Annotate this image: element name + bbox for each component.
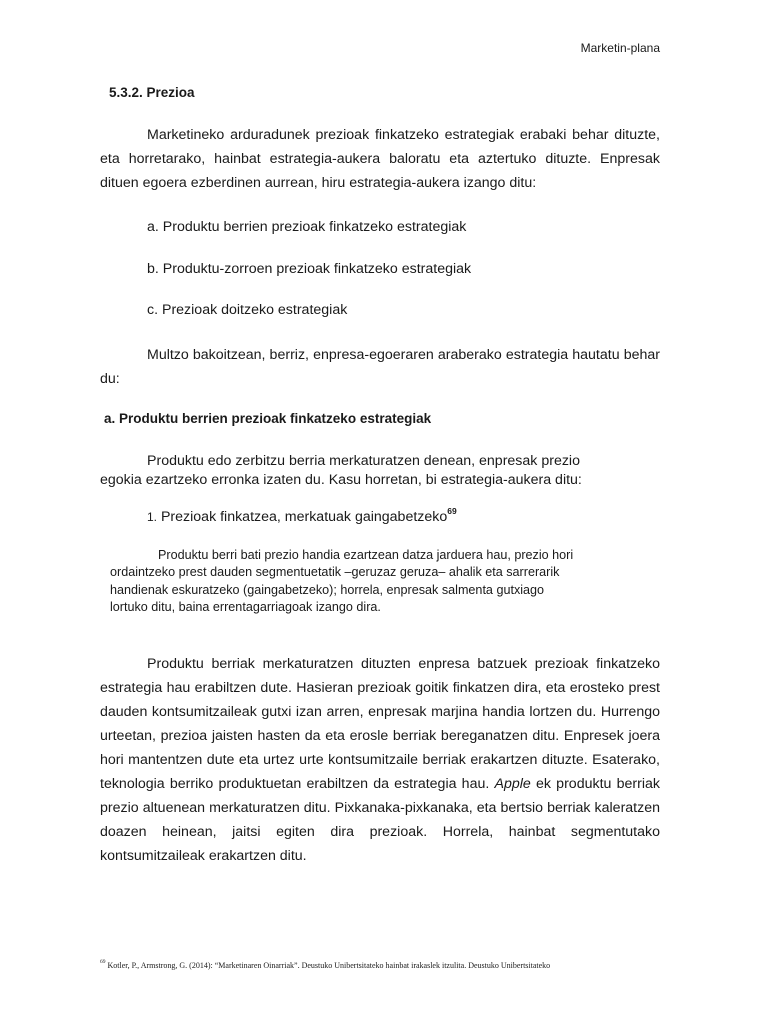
- body-text-before: Produktu berriak merkaturatzen dituzten enpresa batzuek prezioak finkatzeko estrategia hau erabiltzen dute. Hasieran prezioak goitik finkatzen dira, eta erosteko prest dauden kontsumitzaileak gutxi izan arren, enpresak marjina handia lortzen du. Hurrengo urteetan, prezioa jaisten hasten da eta erosle berriak bereganatzen ditu. Enpresek joera hori mantentzen dute eta urtez urte kontsumitzaile berriak erakartzen dituzte. Esaterako, teknologia berriko produktuetan erabiltzen da estrategia hau.: [100, 656, 660, 792]
- section-heading: 5.3.2. Prezioa: [109, 85, 195, 100]
- quote-line-3: handienak eskuratzeko (gaingabetzeko); horrela, enpresak salmenta gutxiago: [110, 582, 545, 597]
- footnote-reference: 69: [447, 506, 457, 516]
- strategy-item: [147, 506, 457, 525]
- quote-line-1: Produktu berri bati prezio handia ezartzean datza jarduera hau, prezio hori: [158, 548, 574, 562]
- option-c: c. Prezioak doitzeko estrategiak: [147, 302, 348, 318]
- option-b: b. Produktu-zorroen prezioak finkatzeko estrategiak: [147, 261, 472, 277]
- intro-paragraph: Marketineko arduradunek prezioak finkatzeko estrategiak erabaki behar dituzte, eta horretarako, hainbat estrategia-aukera baloratu eta aztertuko dituzte. Enpresak dituen egoera ezberdinen aurrean, hiru estrategia-aukera izango ditu:: [100, 127, 660, 191]
- page-header: Marketin-plana: [580, 41, 660, 55]
- strategy-number: 1.: [147, 510, 158, 524]
- option-a: a. Produktu berrien prezioak finkatzeko estrategiak: [147, 219, 467, 235]
- strategy-label: Prezioak finkatzea, merkatuak gaingabetzeko: [160, 509, 448, 525]
- footnote-text: Kotler, P., Armstrong, G. (2014): “Marketinaren Oinarriak”. Deustuko Unibertsitateko hainbat irakaslek itzulita. Deustuko Unibertsitateko: [107, 961, 551, 970]
- quote-line-4: lortuko ditu, baina errentagarriagoak izango dira.: [110, 599, 381, 614]
- strategy-quote: [110, 547, 650, 616]
- footnote-number: 69: [100, 959, 106, 965]
- footnote: [100, 961, 550, 970]
- new-product-line-1: Produktu edo zerbitzu berria merkaturatzen denean, enpresak prezio: [147, 453, 580, 469]
- body-text-after: ek produktu berriak prezio altuenean merkaturatzen ditu. Pixkanaka-pixkanaka, eta bertsio berriak kaleratzen doazen heinean, jaitsi egiten dira prezioak. Horrela, hainbat segmentutako kontsumitzaileak erakartzen ditu.: [100, 776, 660, 864]
- subsection-heading: a. Produktu berrien prezioak finkatzeko estrategiak: [104, 411, 432, 426]
- apple-italic: Apple: [494, 776, 531, 792]
- new-product-line-2: egokia ezartzeko erronka izaten du. Kasu horretan, bi estrategia-aukera ditu:: [100, 472, 582, 488]
- multzo-paragraph: Multzo bakoitzean, berriz, enpresa-egoeraren araberako estrategia hautatu behar du:: [100, 347, 660, 387]
- quote-line-2: ordaintzeko prest dauden segmentuetatik –geruzaz geruza– ahalik eta sarrerarik: [110, 565, 560, 580]
- body-paragraph: [100, 652, 660, 868]
